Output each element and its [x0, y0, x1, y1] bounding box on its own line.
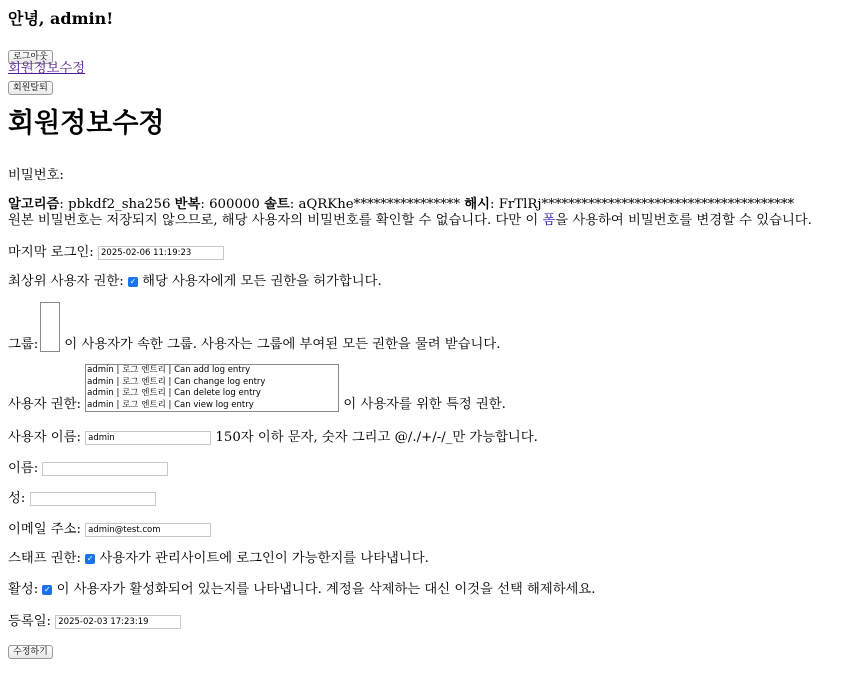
submit-button[interactable]: 수정하기 — [8, 645, 53, 659]
user-permissions-help: 이 사용자를 위한 특정 권한. — [343, 397, 506, 412]
first-name-label: 이름: — [8, 461, 39, 476]
staff-checkbox[interactable] — [85, 554, 95, 564]
permission-option[interactable]: admin | 로그 엔트리 | Can add log entry — [87, 365, 251, 375]
logout-button[interactable]: 로그아웃 — [8, 50, 53, 64]
withdraw-button[interactable]: 회원탈퇴 — [8, 81, 53, 95]
staff-help: 사용자가 관리사이트에 로그인이 가능한지를 나타냅니다. — [99, 551, 429, 566]
password-help-text-end: 을 사용하여 비밀번호를 변경할 수 있습니다. — [555, 213, 812, 228]
last-login-label: 마지막 로그인: — [8, 245, 94, 260]
date-joined-row — [8, 610, 181, 629]
iterations-label: 반복 — [174, 197, 201, 212]
permission-option[interactable]: admin | 로그 엔트리 | Can delete log entry — [87, 388, 261, 398]
password-help-text: 원본 비밀번호는 저장되지 않으므로, 해당 사용자의 비밀번호를 확인할 수 없습니다. 다만 이 — [8, 213, 543, 228]
email-label: 이메일 주소: — [8, 522, 81, 537]
last-login-row — [8, 241, 224, 260]
salt-label: 솔트 — [264, 197, 290, 212]
password-form-link[interactable]: 폼 — [542, 213, 556, 228]
edit-profile-link[interactable]: 회원정보수정 — [8, 61, 86, 76]
user-permissions-label: 사용자 권한: — [8, 397, 81, 412]
last-name-input[interactable] — [30, 492, 156, 506]
username-input[interactable]: admin — [85, 431, 211, 445]
last-login-input[interactable]: 2025-02-06 11:19:23 — [98, 246, 224, 260]
algorithm-value: : pbkdf2_sha256 — [59, 197, 171, 212]
staff-label: 스태프 권한: — [8, 551, 81, 566]
active-label: 활성: — [8, 582, 39, 597]
date-joined-label: 등록일: — [8, 614, 52, 629]
superuser-label: 최상위 사용자 권한: — [8, 274, 124, 289]
permission-option[interactable]: admin | 로그 엔트리 | Can change log entry — [87, 376, 266, 387]
first-name-input[interactable] — [42, 462, 168, 476]
check-icon: ✓ — [129, 276, 137, 286]
check-icon: ✓ — [44, 584, 51, 594]
username-row — [8, 426, 538, 445]
superuser-checkbox[interactable] — [128, 277, 138, 287]
active-checkbox[interactable] — [42, 585, 52, 595]
staff-row — [8, 547, 429, 566]
date-joined-input[interactable]: 2025-02-03 17:23:19 — [55, 615, 181, 629]
algorithm-label: 알고리즘 — [8, 197, 60, 212]
superuser-help: 해당 사용자에게 모든 권한을 허가합니다. — [142, 274, 382, 289]
email-input[interactable]: admin@test.com — [85, 523, 211, 537]
user-permissions-row — [8, 364, 506, 412]
hash-label: 해시 — [464, 197, 490, 212]
groups-row — [8, 302, 500, 352]
page — [0, 10, 854, 141]
last-name-row — [8, 487, 156, 506]
superuser-row — [8, 270, 382, 289]
groups-label: 그룹: — [8, 337, 39, 352]
email-row — [8, 518, 211, 537]
hash-value: : FrTlRj************************************** — [490, 197, 795, 212]
active-row — [8, 578, 595, 597]
salt-value: : aQRKhe**************** — [289, 197, 461, 212]
user-permissions-select[interactable] — [85, 364, 339, 412]
first-name-row — [8, 457, 168, 476]
check-icon: ✓ — [86, 553, 94, 563]
username-label: 사용자 이름: — [8, 430, 81, 445]
permission-option[interactable]: admin | 로그 엔트리 | Can view log entry — [87, 399, 254, 410]
greeting: 안녕, admin! — [8, 9, 114, 28]
last-name-label: 성: — [8, 491, 26, 506]
password-help — [8, 209, 812, 228]
username-help: 150자 이하 문자, 숫자 그리고 @/./+/-/_만 가능합니다. — [215, 430, 538, 445]
active-help: 이 사용자가 활성화되어 있는지를 나타냅니다. 계정을 삭제하는 대신 이것을 선택 해제하세요. — [56, 582, 596, 597]
page-title: 회원정보수정 — [8, 108, 165, 139]
password-label: 비밀번호: — [8, 168, 64, 183]
iterations-value: : 600000 — [200, 197, 260, 212]
groups-select[interactable] — [40, 302, 60, 352]
groups-help: 이 사용자가 속한 그룹. 사용자는 그룹에 부여된 모든 권한을 물려 받습니다. — [64, 337, 501, 352]
